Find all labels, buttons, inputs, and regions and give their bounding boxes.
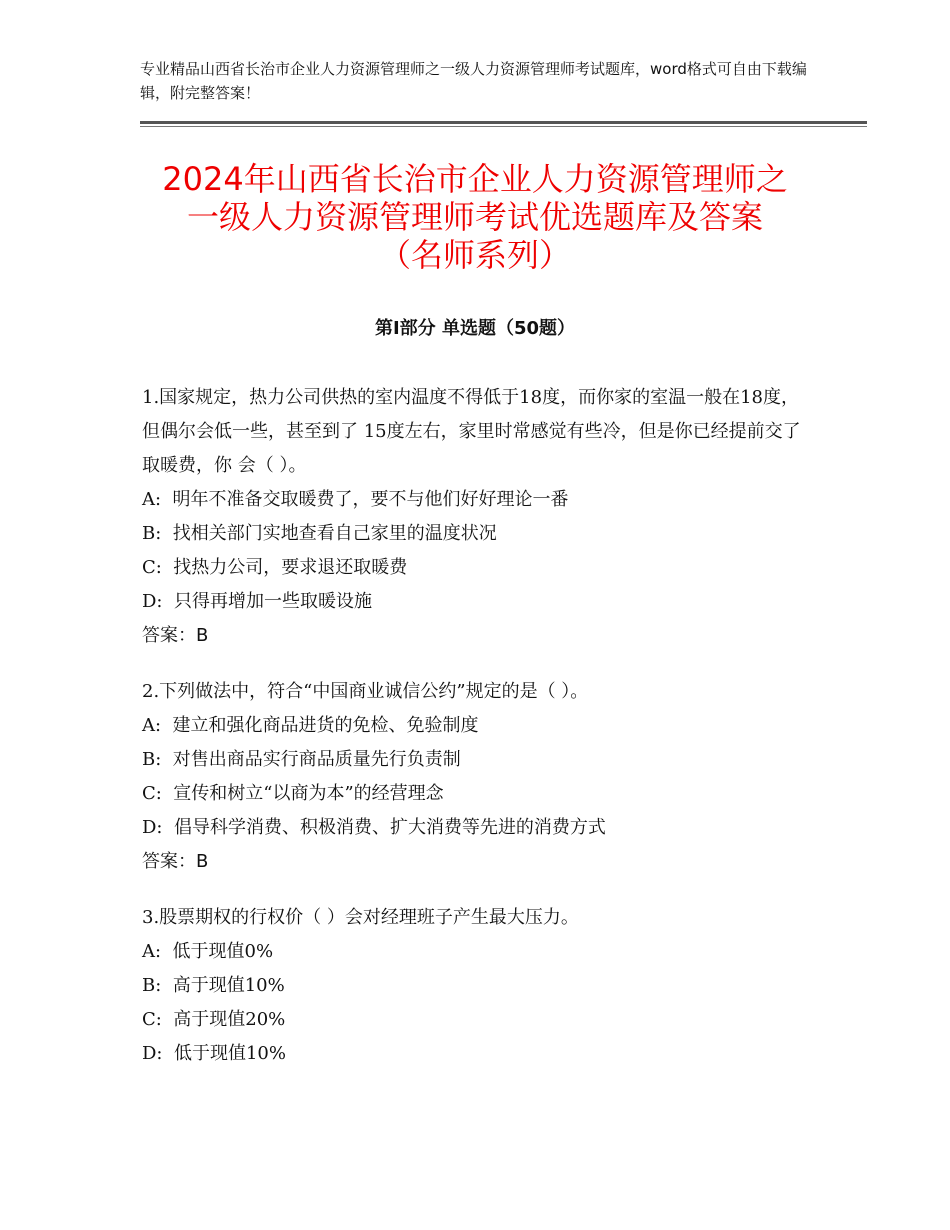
document-title-line-2: 一级人力资源管理师考试优选题库及答案 [186,198,763,236]
question-stem: 2.下列做法中，符合“中国商业诚信公约”规定的是（ ）。 [142,681,589,702]
option-c: C: 高于现值20% [142,1009,286,1030]
option-d: D: 倡导科学消费、积极消费、扩大消费等先进的消费方式 [142,817,606,838]
option-b: B: 对售出商品实行商品质量先行负责制 [142,749,461,770]
option-d: D: 只得再增加一些取暖设施 [142,591,372,612]
section-title: 第Ⅰ部分 单选题（50题） [374,318,575,339]
document-title-line-3: （名师系列） [378,236,571,274]
answer-label: 答案：B [142,851,209,872]
option-b: B: 高于现值10% [142,975,285,996]
option-a: A: 建立和强化商品进货的免检、免验制度 [142,715,479,736]
header-divider-thick [140,121,867,124]
option-c: C: 宣传和树立“以商为本”的经营理念 [142,783,444,804]
option-a: A: 明年不准备交取暖费了，要不与他们好好理论一番 [142,489,569,510]
document-title [120,160,830,274]
question-1 [142,381,822,653]
document-title-line-1: 2024年山西省长治市企业人力资源管理师之 [162,160,788,198]
option-a: A: 低于现值0% [142,941,274,962]
question-2 [142,675,822,879]
option-d: D: 低于现值10% [142,1043,286,1064]
option-b: B: 找相关部门实地查看自己家里的温度状况 [142,523,497,544]
question-stem: 3.股票期权的行权价（ ）会对经理班子产生最大压力。 [142,907,579,928]
question-3 [142,901,822,1071]
answer-label: 答案：B [142,625,209,646]
question-list [142,381,822,1093]
question-stem: 1.国家规定，热力公司供热的室内温度不得低于18度，而你家的室温一般在18度，但偶尔会低一些，甚至到了 15度左右，家里时常感觉有些冷，但是你已经提前交了取暖费，你 会（ ）。 [142,387,801,476]
header-note: 专业精品山西省长治市企业人力资源管理师之一级人力资源管理师考试题库，word格式可自由下载编辑，附完整答案！ [140,60,807,102]
option-c: C: 找热力公司，要求退还取暖费 [142,557,408,578]
header-divider-thin [140,126,867,127]
